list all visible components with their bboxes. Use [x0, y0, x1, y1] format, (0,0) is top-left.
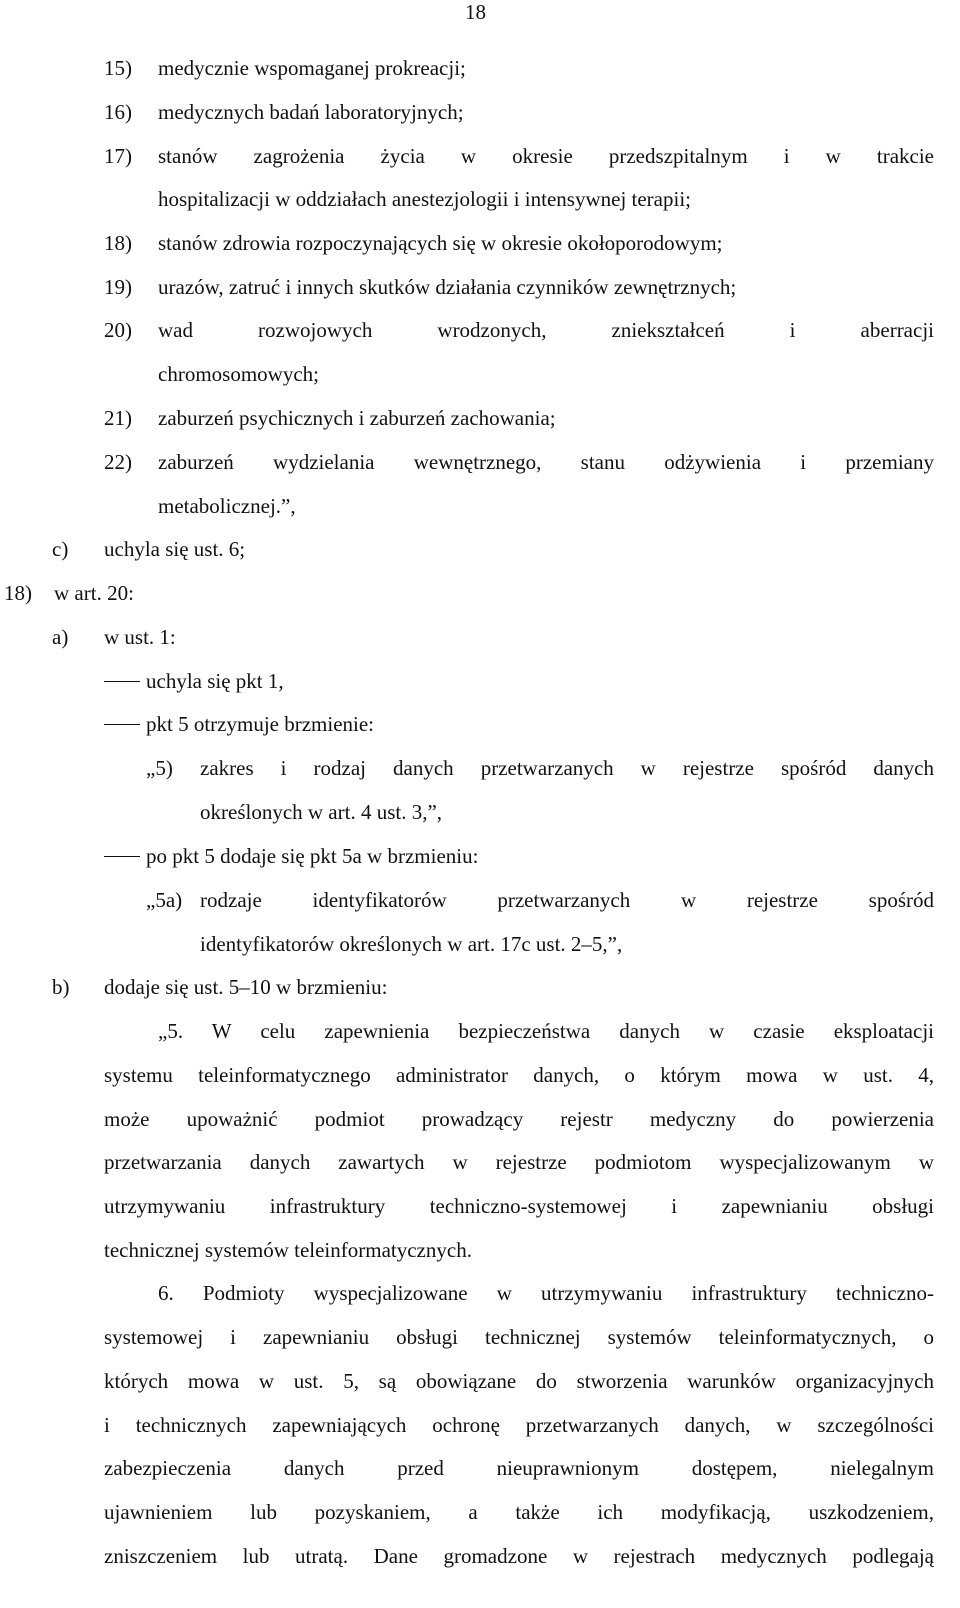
- item-text: zaburzeń wydzielania wewnętrznego, stanu odżywienia i przemiany: [158, 450, 934, 474]
- paragraph-line: których mowa w ust. 5, są obowiązane do stworzenia warunków organizacyjnych: [104, 1369, 934, 1393]
- paragraph-line: ujawnieniem lub pozyskaniem, a także ich modyfikacją, uszkodzeniem,: [104, 1500, 934, 1524]
- page-number: 18: [465, 0, 486, 24]
- dash-marker: [104, 681, 140, 682]
- paragraph-line: „5. W celu zapewnienia bezpieczeństwa danych w czasie eksploatacji: [158, 1019, 934, 1043]
- quoted-point-continuation: identyfikatorów określonych w art. 17c ust. 2–5,”,: [200, 932, 623, 956]
- item-number: 15): [104, 56, 132, 80]
- item-text: wad rozwojowych wrodzonych, zniekształceń i aberracji: [158, 318, 934, 342]
- item-text: stanów zagrożenia życia w okresie przedszpitalnym i w trakcie: [158, 144, 934, 168]
- paragraph-line: 6. Podmioty wyspecjalizowane w utrzymywaniu infrastruktury techniczno-: [158, 1281, 934, 1305]
- letter-b: b): [52, 975, 70, 999]
- item-text: medycznie wspomaganej prokreacji;: [158, 56, 466, 80]
- paragraph-line: zabezpieczenia danych przed nieuprawnionym dostępem, nielegalnym: [104, 1456, 934, 1480]
- item-number: 16): [104, 100, 132, 124]
- c-item-text: uchyla się ust. 6;: [104, 537, 246, 561]
- quoted-point-number: „5): [146, 756, 173, 780]
- item-text: stanów zdrowia rozpoczynających się w okresie okołoporodowym;: [158, 231, 723, 255]
- dash-item-text: po pkt 5 dodaje się pkt 5a w brzmieniu:: [146, 844, 479, 868]
- paragraph-line: i technicznych zapewniających ochronę przetwarzanych danych, w szczególności: [104, 1413, 934, 1437]
- letter-a: a): [52, 625, 69, 649]
- a-item-text: w ust. 1:: [104, 625, 176, 649]
- paragraph-line: technicznej systemów teleinformatycznych.: [104, 1238, 472, 1262]
- item-text: medycznych badań laboratoryjnych;: [158, 100, 464, 124]
- quoted-point-text: zakres i rodzaj danych przetwarzanych w rejestrze spośród danych: [200, 756, 934, 780]
- paragraph-line: zniszczeniem lub utratą. Dane gromadzone w rejestrach medycznych podlegają: [104, 1544, 934, 1568]
- item-number: 21): [104, 406, 132, 430]
- item-number: 19): [104, 275, 132, 299]
- paragraph-line: przetwarzania danych zawartych w rejestrze podmiotom wyspecjalizowanym w: [104, 1150, 934, 1174]
- dash-marker: [104, 724, 140, 725]
- dash-item-text: uchyla się pkt 1,: [146, 669, 284, 693]
- letter-c: c): [52, 537, 69, 561]
- paragraph-line: systemu teleinformatycznego administrator danych, o którym mowa w ust. 4,: [104, 1063, 934, 1087]
- quoted-point-continuation: określonych w art. 4 ust. 3,”,: [200, 800, 443, 824]
- dash-marker: [104, 856, 140, 857]
- item-text: zaburzeń psychicznych i zaburzeń zachowania;: [158, 406, 556, 430]
- b-item-text: dodaje się ust. 5–10 w brzmieniu:: [104, 975, 388, 999]
- item-text-continuation: hospitalizacji w oddziałach anestezjologii i intensywnej terapii;: [158, 187, 691, 211]
- item-text-continuation: chromosomowych;: [158, 362, 319, 386]
- quoted-point-text: rodzaje identyfikatorów przetwarzanych w rejestrze spośród: [200, 888, 934, 912]
- paragraph-line: może upoważnić podmiot prowadzący rejestr medyczny do powierzenia: [104, 1107, 934, 1131]
- point-number: 18): [4, 581, 32, 605]
- item-text: urazów, zatruć i innych skutków działania czynników zewnętrznych;: [158, 275, 737, 299]
- paragraph-line: systemowej i zapewnianiu obsługi technicznej systemów teleinformatycznych, o: [104, 1325, 934, 1349]
- paragraph-line: utrzymywaniu infrastruktury techniczno-systemowej i zapewnianiu obsługi: [104, 1194, 934, 1218]
- item-number: 20): [104, 318, 132, 342]
- point-text: w art. 20:: [54, 581, 134, 605]
- dash-item-text: pkt 5 otrzymuje brzmienie:: [146, 712, 375, 736]
- item-number: 22): [104, 450, 132, 474]
- item-text-continuation: metabolicznej.”,: [158, 494, 296, 518]
- item-number: 18): [104, 231, 132, 255]
- item-number: 17): [104, 144, 132, 168]
- quoted-point-number: „5a): [146, 888, 183, 912]
